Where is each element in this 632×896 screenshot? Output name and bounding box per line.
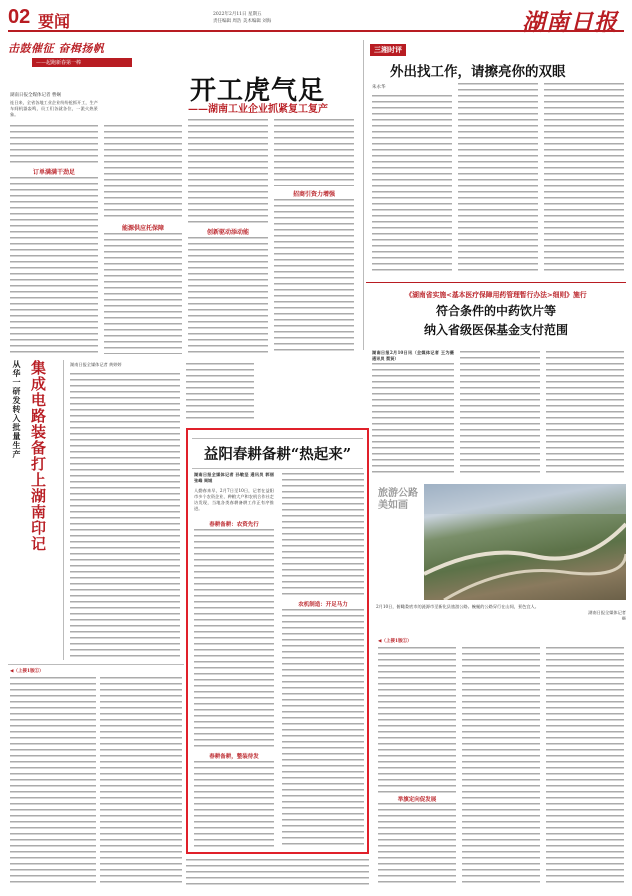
- bottom-left-col1: [10, 676, 96, 886]
- section-name: 要闻: [38, 12, 71, 31]
- column-divider-1: [363, 40, 364, 350]
- bottom-left-col2: [100, 676, 182, 886]
- farm-body-col1b: [194, 760, 274, 848]
- section-head-c: 创新驱动添动能: [206, 229, 249, 236]
- road-photo-graphic: [424, 484, 626, 600]
- section-head-g: 春耕备耕，整装待发: [209, 754, 259, 760]
- policy-story: [366, 282, 626, 348]
- column-body-3: [544, 82, 624, 272]
- main-body-col4b: [274, 198, 354, 354]
- bottom-mid-col: [186, 858, 369, 886]
- newspaper-logo: 湖南日报: [522, 9, 618, 36]
- masthead: [8, 6, 624, 36]
- bottom-right-col2: [462, 646, 540, 886]
- road-photo: [424, 484, 626, 600]
- bottom-right-col3: [546, 646, 624, 886]
- main-body-col1b: [10, 176, 98, 354]
- section-head-d: 招商引资力增强: [292, 191, 335, 198]
- section-head-e: 春耕备耕：农资先行: [209, 522, 259, 528]
- main-body-col3b: [188, 236, 268, 354]
- photo-credit: 湖南日报全媒体记者 摄: [588, 610, 626, 620]
- main-body-col1: [10, 124, 98, 164]
- farm-story-box: [186, 428, 369, 854]
- policy-body-2: [460, 350, 540, 474]
- section-head-b: 能源供应托保障: [121, 225, 164, 232]
- bottom-left-kicker: ◀（上接1版①）: [10, 669, 44, 674]
- series-banner: [8, 40, 136, 66]
- main-lead: 连日来，全省各地工业企业纷纷抢抓开工，生产车间机器轰鸣，员工们各就各位，一派火热景象。: [10, 100, 98, 117]
- date-line: 2022年2月11日 星期五: [213, 12, 262, 17]
- column-author: 朱永华: [372, 85, 386, 90]
- policy-title-line1: 《湖南省实施<基本医疗保障用药管理暂行办法>细则》施行: [405, 291, 587, 299]
- page-number: 02: [8, 6, 31, 28]
- series-banner-subtitle: ——起跑新春第一棒: [32, 58, 132, 67]
- editor-line: 责任编辑 周浩 美术编辑 刘海: [213, 19, 272, 24]
- column-tag: 三湘时评: [370, 44, 406, 56]
- bottom-right-kicker: ◀（上接1版①）: [378, 639, 412, 644]
- photo-title: 旅游公路美如画: [378, 488, 418, 511]
- main-subtitle: ——湖南工业企业抓紧复工复产: [188, 104, 328, 115]
- vertical-body-1: [70, 372, 180, 660]
- section-head-a: 订单满满干劲足: [32, 169, 75, 176]
- policy-title-line3: 纳入省级医保基金支付范围: [423, 323, 568, 337]
- main-kicker: 湖南日报全媒体记者 曹娴: [10, 93, 61, 98]
- bottom-left-rule: [8, 664, 184, 665]
- series-banner-title: 击鼓催征 奋楫扬帆: [8, 42, 105, 55]
- vertical-body-2: [186, 362, 254, 422]
- column-title: 外出找工作，请擦亮你的双眼: [390, 64, 566, 80]
- policy-byline: 湖南日报2月10日讯（全媒体记者 王为薇 通讯员 蔡贤）: [372, 350, 454, 361]
- farm-story-lead: 人勤春来早，2月7日至10日，记者在益阳市多个农资企业、种粮大户和农机合作社走访发现，当地各类春耕备耕工作正有序推进。: [194, 488, 274, 511]
- vertical-story: [8, 360, 64, 660]
- vertical-kicker: 从华一研发转入批量生产: [12, 360, 22, 459]
- section-head-f: 农机制造：开足马力: [298, 602, 348, 608]
- vertical-byline: 湖南日报全媒体记者 黄婷婷: [70, 362, 122, 367]
- main-body-col4: [274, 118, 354, 186]
- policy-title-line2: 符合条件的中药饮片等: [435, 304, 556, 318]
- farm-story-title: 益阳春耕备耕“热起来”: [192, 438, 363, 469]
- farm-body-col2b: [282, 608, 364, 848]
- main-body-col2b: [104, 232, 182, 354]
- bottom-right-head: 举旗定向促发展: [378, 795, 456, 803]
- main-body-col2: [104, 124, 182, 220]
- main-body-col3: [188, 118, 268, 224]
- policy-body-3: [546, 350, 624, 474]
- main-title: 开工虎气足: [190, 76, 326, 106]
- farm-body-col2: [282, 472, 364, 596]
- policy-body-1: [372, 362, 454, 474]
- bottom-right-col1: [378, 646, 456, 886]
- vertical-title: 集成电路装备打上湖南印记: [29, 360, 47, 552]
- farm-body-col1: [194, 528, 274, 748]
- column-body-1: [372, 94, 452, 272]
- column-body-2: [458, 82, 538, 272]
- photo-caption: 2月10日，俯瞰娄底市的涟源市至新化县旅游公路。蜿蜒的公路穿行在山间，景色宜人。: [376, 604, 539, 609]
- farm-story-byline: 湖南日报全媒体记者 孙敏坚 通讯员 郭丽 张峰 周城: [194, 472, 274, 483]
- photo-box: [376, 484, 626, 634]
